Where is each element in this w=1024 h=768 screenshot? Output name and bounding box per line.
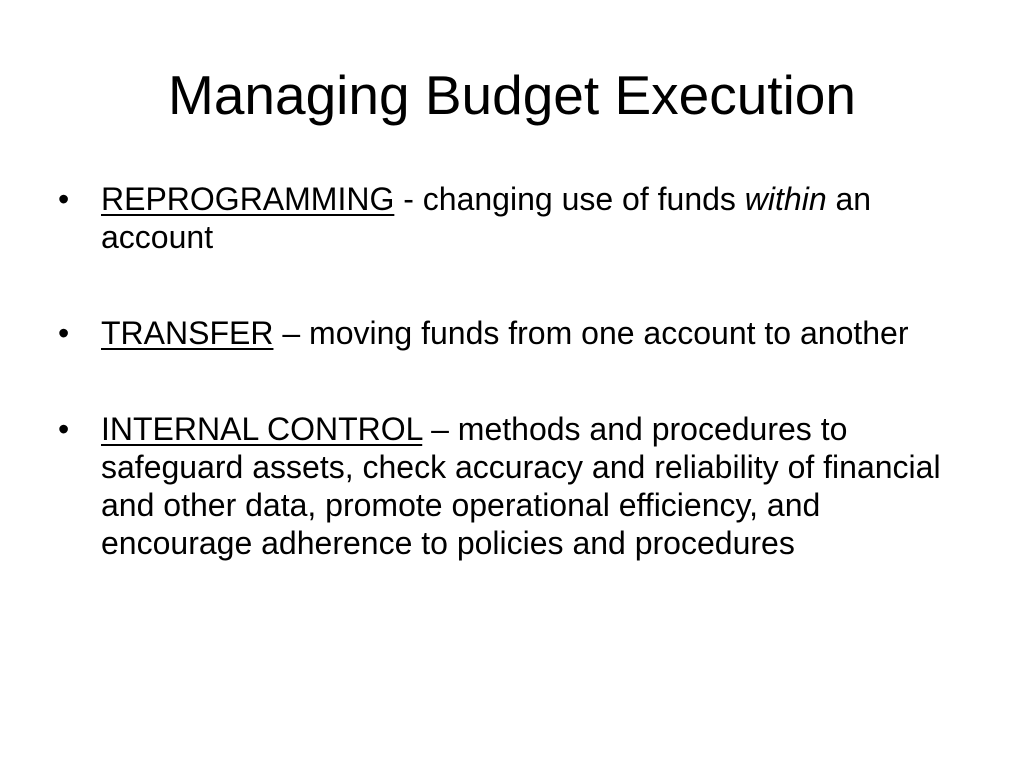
bullet-reprogramming [56, 180, 976, 256]
term-transfer: TRANSFER [101, 315, 274, 351]
term-separator: - [394, 181, 423, 217]
term-reprogramming: REPROGRAMMING [101, 181, 395, 217]
definition-text: changing use of funds [422, 181, 745, 217]
term-separator: – [273, 315, 310, 351]
definition-text: methods and procedures to safeguard assets, check accuracy and reliability of financial and other data, promote operational efficiency, and encourage adherence to policies and procedures [101, 411, 941, 561]
slide-title: Managing Budget Execution [168, 64, 856, 126]
bullet-internal-control [56, 410, 976, 562]
term-separator: – [422, 411, 458, 447]
definition-text-end: an account [101, 181, 872, 255]
definition-text: moving funds from one account to another [309, 315, 909, 351]
bullet-dot-icon: • [58, 181, 70, 217]
bullet-dot-icon: • [58, 411, 70, 447]
bullet-list [56, 180, 976, 562]
bullet-transfer [56, 314, 976, 352]
bullet-dot-icon: • [58, 315, 70, 351]
definition-emphasis: within [744, 181, 827, 217]
term-internal-control: INTERNAL CONTROL [101, 411, 423, 447]
